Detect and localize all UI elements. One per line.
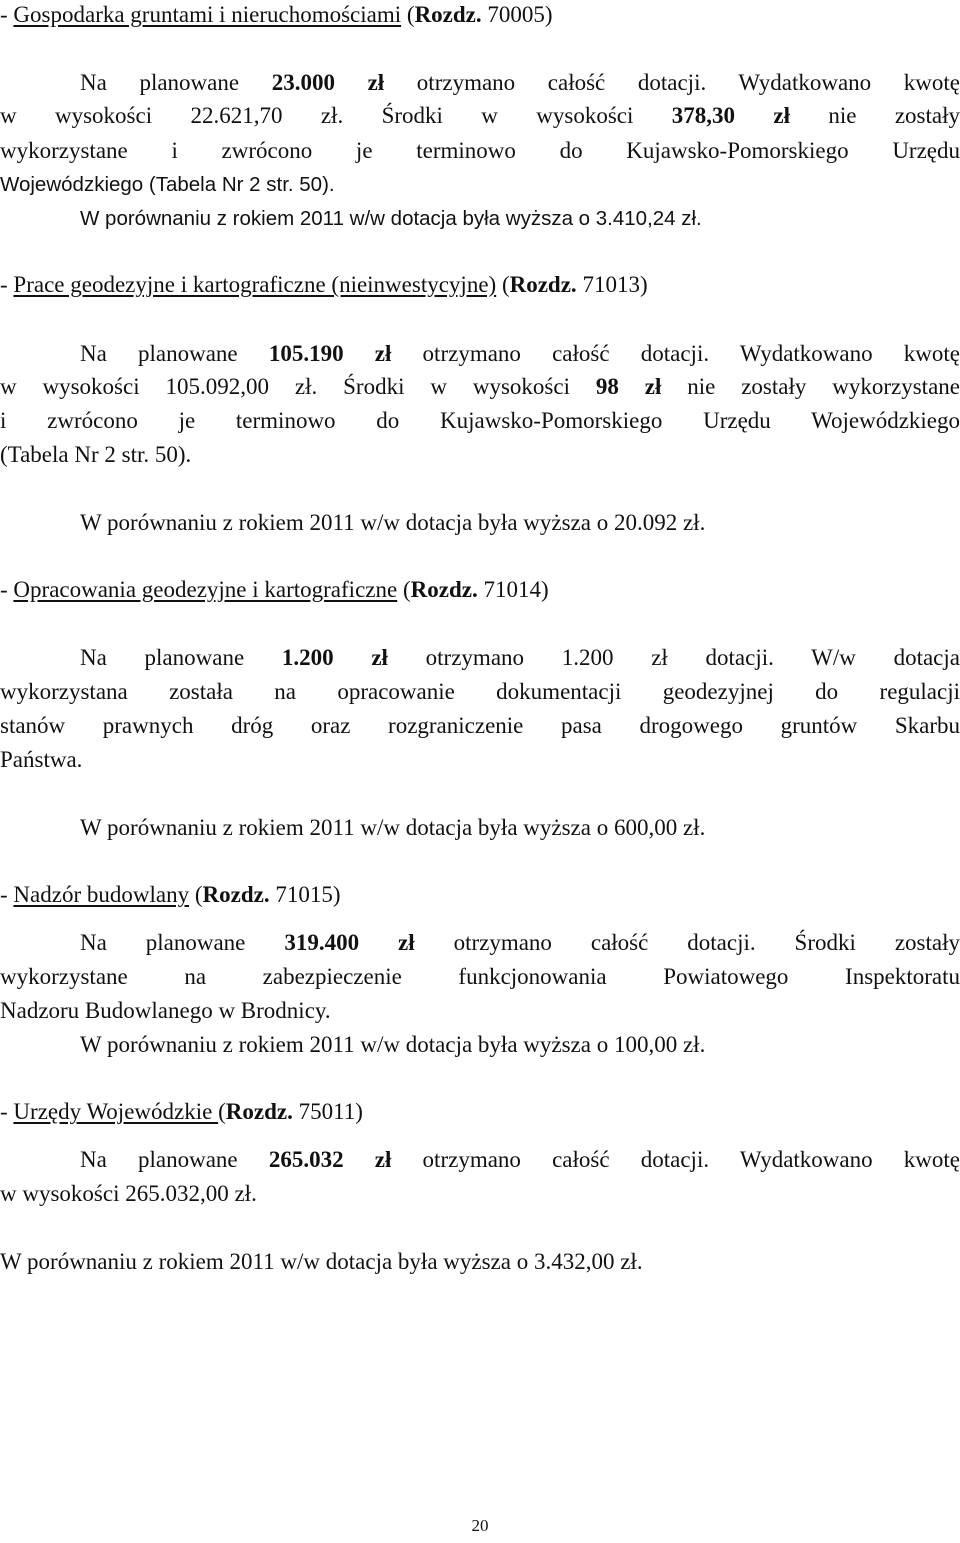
section-heading-71014: - Opracowania geodezyjne i kartograficzne (Rozdz. 71014) <box>0 577 549 602</box>
comparison-line: W porównaniu z rokiem 2011 w/w dotacja była wyższa o 3.432,00 zł. <box>0 1249 643 1274</box>
paragraph-line: Na planowane 1.200 zł otrzymano 1.200 zł dotacji. W/w dotacja <box>80 645 960 670</box>
paragraph-line: Na planowane 319.400 zł otrzymano całość dotacji. Środki zostały <box>80 930 960 955</box>
paragraph-line: (Tabela Nr 2 str. 50). <box>0 442 192 467</box>
comparison-line: W porównaniu z rokiem 2011 w/w dotacja była wyższa o 600,00 zł. <box>80 815 706 840</box>
paragraph-line: wykorzystana została na opracowanie dokumentacji geodezyjnej do regulacji <box>0 679 960 704</box>
section-heading-71015: - Nadzór budowlany (Rozdz. 71015) <box>0 882 341 907</box>
comparison-line: W porównaniu z rokiem 2011 w/w dotacja była wyższa o 100,00 zł. <box>80 1032 706 1057</box>
paragraph-line: Na planowane 265.032 zł otrzymano całość dotacji. Wydatkowano kwotę <box>80 1147 960 1172</box>
paragraph-line: w wysokości 265.032,00 zł. <box>0 1181 257 1206</box>
paragraph-line: Na planowane 105.190 zł otrzymano całość dotacji. Wydatkowano kwotę <box>80 341 960 366</box>
section-heading-75011: - Urzędy Wojewódzkie (Rozdz. 75011) <box>0 1099 363 1124</box>
section-title: Gospodarka gruntami i nieruchomościami <box>13 2 402 27</box>
paragraph-line: wykorzystane na zabezpieczenie funkcjonowania Powiatowego Inspektoratu <box>0 964 960 989</box>
page-number: 20 <box>471 1516 489 1535</box>
paragraph-line: Wojewódzkiego (Tabela Nr 2 str. 50). <box>0 173 335 196</box>
section-title: Prace geodezyjne i kartograficzne (nieinwestycyjne) <box>13 272 497 297</box>
paragraph-line: Na planowane 23.000 zł otrzymano całość dotacji. Wydatkowano kwotę <box>80 70 960 95</box>
paragraph-line: i zwrócono je terminowo do Kujawsko-Pomorskiego Urzędu Wojewódzkiego <box>0 408 960 433</box>
comparison-line: W porównaniu z rokiem 2011 w/w dotacja była wyższa o 20.092 zł. <box>80 510 706 535</box>
paragraph-line: wykorzystane i zwrócono je terminowo do Kujawsko-Pomorskiego Urzędu <box>0 138 960 163</box>
section-title: Opracowania geodezyjne i kartograficzne <box>13 577 398 602</box>
paragraph-line: Państwa. <box>0 747 83 772</box>
paragraph-line: w wysokości 22.621,70 zł. Środki w wysokości 378,30 zł nie zostały <box>0 103 960 128</box>
comparison-line: W porównaniu z rokiem 2011 w/w dotacja była wyższa o 3.410,24 zł. <box>80 207 702 230</box>
paragraph-line: Nadzoru Budowlanego w Brodnicy. <box>0 998 331 1023</box>
section-heading-71013: - Prace geodezyjne i kartograficzne (nieinwestycyjne) (Rozdz. 71013) <box>0 272 648 297</box>
paragraph-line: stanów prawnych dróg oraz rozgraniczenie pasa drogowego gruntów Skarbu <box>0 713 960 738</box>
section-title: Nadzór budowlany <box>13 882 190 907</box>
section-title: Urzędy Wojewódzkie <box>13 1099 219 1124</box>
paragraph-line: w wysokości 105.092,00 zł. Środki w wysokości 98 zł nie zostały wykorzystane <box>0 374 960 399</box>
section-heading-70005: - Gospodarka gruntami i nieruchomościami (Rozdz. 70005) <box>0 2 553 27</box>
